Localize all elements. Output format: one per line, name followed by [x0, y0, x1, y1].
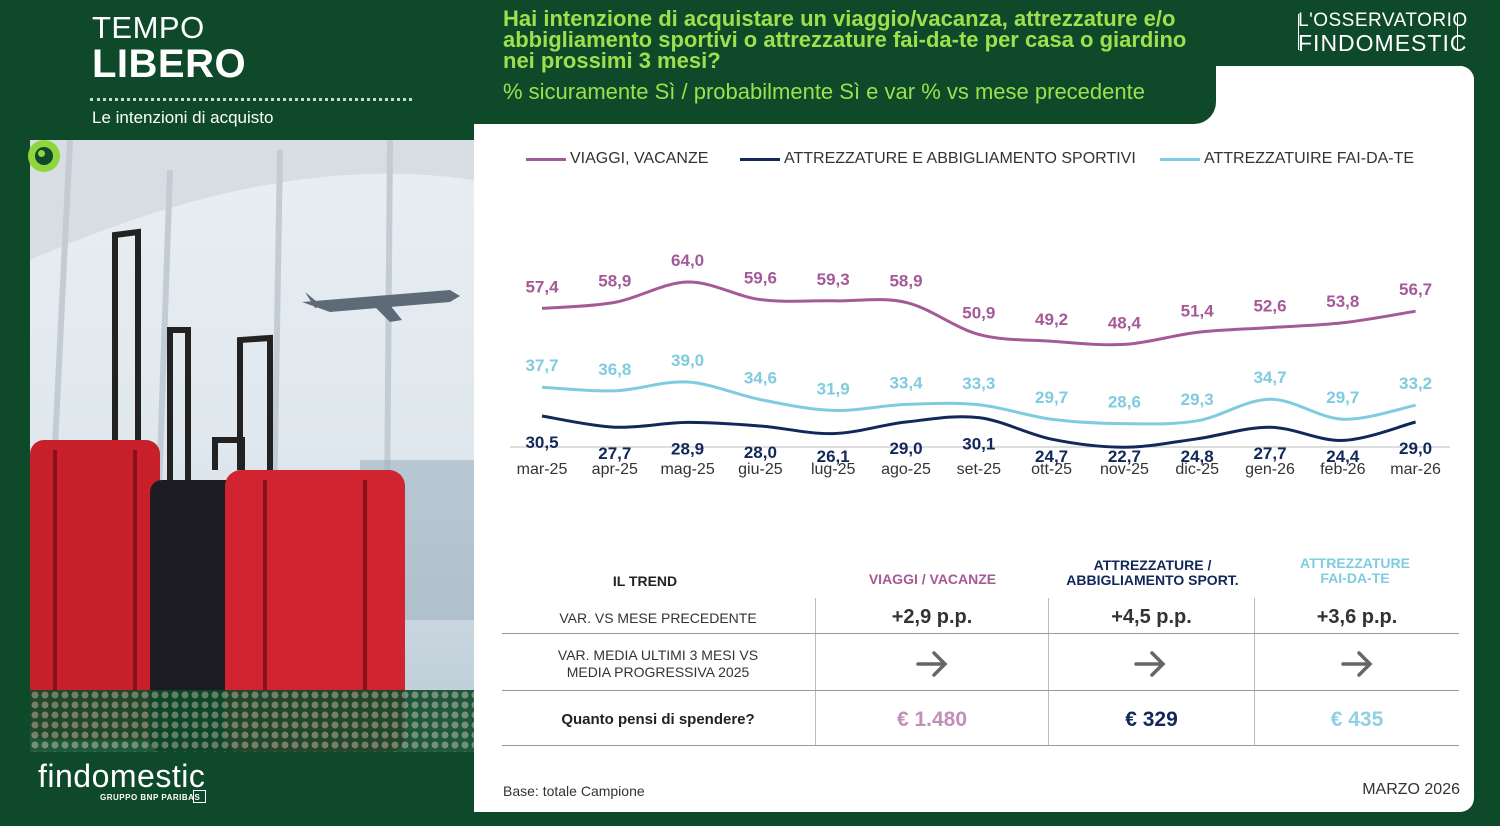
col-head-diy: ATTREZZATURE FAI-DA-TE: [1300, 555, 1410, 586]
trend-header: IL TREND: [612, 573, 678, 589]
arrow-right-icon: [1337, 644, 1377, 684]
legend-label-diy: ATTREZZATUIRE FAI-DA-TE: [1204, 150, 1415, 167]
arrow-right-icon: [1130, 644, 1170, 684]
question-subtitle: % sicuramente Sì / probabilmente Sì e var % vs mese precedente: [503, 79, 1145, 104]
dotted-divider: [90, 98, 412, 101]
data-label-travel: 48,4: [1107, 313, 1141, 333]
data-label-sport: 24,7: [1035, 447, 1069, 466]
x-tick-label: mar-25: [516, 461, 568, 478]
data-label-travel: 64,0: [671, 251, 705, 270]
cell-spend-travel: € 1.480: [896, 708, 968, 731]
data-label-diy: 33,3: [962, 373, 996, 393]
legend-label-travel: VIAGGI, VACANZE: [570, 150, 709, 167]
findomestic-logo: findomestic: [38, 758, 206, 794]
data-label-sport: 24,8: [1180, 447, 1214, 466]
row-label-spend: Quanto pensi di spendere?: [561, 711, 755, 728]
card-corner: [1288, 66, 1474, 86]
x-tick-label: nov-25: [1099, 461, 1149, 478]
data-label-diy: 31,9: [816, 379, 850, 399]
section-title-line2: LIBERO: [92, 42, 247, 86]
data-label-diy: 34,7: [1253, 368, 1287, 388]
report-date: MARZO 2026: [1362, 781, 1460, 798]
cell-spend-diy: € 435: [1330, 708, 1384, 731]
legend-item-diy: [1160, 150, 1414, 168]
legend-item-sport: [740, 150, 1136, 168]
logo-subtitle: GRUPPO BNP PARIBAS: [100, 793, 201, 802]
x-tick-label: mag-25: [660, 461, 715, 478]
table-rule: [502, 745, 1459, 746]
table-rule: [502, 633, 1459, 634]
section-title-line1: TEMPO: [92, 10, 205, 45]
line-chart: [500, 200, 1460, 490]
data-label-diy: 36,8: [598, 359, 632, 379]
data-label-sport: 27,7: [1253, 444, 1287, 464]
data-label-travel: 52,6: [1253, 296, 1287, 316]
data-label-travel: 59,6: [743, 268, 777, 288]
data-label-travel: 58,9: [889, 271, 923, 291]
cell-var-sport: +4,5 p.p.: [1111, 606, 1192, 628]
data-label-travel: 58,9: [598, 271, 632, 291]
data-label-travel: 49,2: [1035, 310, 1069, 330]
legend-label-sport: ATTREZZATURE E ABBIGLIAMENTO SPORTIVI: [784, 150, 1136, 167]
x-tick-label: mar-26: [1390, 461, 1441, 478]
data-label-sport: 22,7: [1107, 447, 1141, 466]
osservatorio-logo: [1298, 10, 1468, 57]
legend-swatch-sport: [740, 158, 780, 161]
x-tick-label: feb-26: [1320, 461, 1366, 478]
data-label-diy: 29,7: [1326, 388, 1360, 408]
x-tick-label: apr-25: [591, 461, 638, 478]
legend-item-travel: [526, 150, 708, 168]
data-label-sport: 26,1: [816, 447, 850, 466]
row-label-var-avg: VAR. MEDIA ULTIMI 3 MESI VS MEDIA PROGRESSIVA 2025: [557, 647, 759, 680]
legend-swatch-diy: [1160, 158, 1200, 161]
cell-var-travel: +2,9 p.p.: [891, 606, 973, 628]
data-label-travel: 59,3: [816, 269, 850, 289]
travel-photo: [30, 140, 474, 752]
data-label-diy: 39,0: [671, 351, 705, 370]
data-label-sport: 28,9: [671, 439, 705, 459]
data-label-diy: 33,4: [889, 373, 923, 393]
row-label-var-month: VAR. VS MESE PRECEDENTE: [559, 610, 757, 626]
x-tick-label: lug-25: [810, 461, 856, 478]
data-label-sport: 29,0: [889, 439, 923, 458]
data-label-travel: 51,4: [1180, 301, 1214, 321]
eye-icon: [28, 140, 60, 172]
legend-swatch-travel: [526, 158, 566, 161]
section-subtitle: Le intenzioni di acquisto: [92, 108, 274, 127]
data-label-travel: 57,4: [525, 277, 559, 297]
question-title: Hai intenzione di acquistare un viaggio/vacanza, attrezzature e/o abbigliamento sportivi o attrezzature fai-da-te per casa o giardino nei prossimi 3 mesi?: [503, 6, 1187, 73]
osservatorio-line1: L'OSSERVATORIO: [1298, 10, 1468, 31]
cell-var-diy: +3,6 p.p.: [1316, 606, 1398, 628]
x-tick-label: ago-25: [881, 461, 931, 478]
x-tick-label: giu-25: [738, 461, 783, 478]
data-label-diy: 33,2: [1399, 374, 1433, 394]
x-tick-label: gen-26: [1245, 461, 1295, 478]
x-tick-label: dic-25: [1175, 461, 1219, 478]
data-label-travel: 50,9: [962, 303, 996, 323]
data-label-diy: 29,3: [1180, 389, 1214, 409]
data-label-diy: 28,6: [1107, 392, 1141, 412]
osservatorio-line2: FINDOMESTIC: [1298, 30, 1468, 56]
arrow-right-icon: [912, 644, 952, 684]
data-label-sport: 24,4: [1326, 447, 1360, 466]
data-label-diy: 29,7: [1035, 388, 1069, 408]
data-label-sport: 27,7: [598, 444, 632, 464]
col-head-sport: ATTREZZATURE / ABBIGLIAMENTO SPORT.: [1066, 557, 1239, 588]
base-note: Base: totale Campione: [503, 783, 645, 799]
table-rule: [502, 690, 1459, 691]
cell-spend-sport: € 329: [1125, 708, 1178, 731]
data-label-travel: 56,7: [1399, 280, 1433, 300]
data-label-sport: 30,5: [525, 433, 559, 452]
data-label-sport: 30,1: [962, 434, 996, 454]
data-label-sport: 28,0: [743, 443, 777, 462]
x-tick-label: ott-25: [1031, 461, 1073, 478]
bnp-mark-icon: [193, 790, 206, 803]
col-head-travel: VIAGGI / VACANZE: [868, 571, 997, 587]
x-tick-label: set-25: [956, 461, 1002, 478]
data-label-diy: 37,7: [525, 356, 559, 376]
data-label-diy: 34,6: [743, 368, 777, 388]
data-label-sport: 29,0: [1399, 439, 1433, 458]
data-label-travel: 53,8: [1326, 291, 1360, 311]
